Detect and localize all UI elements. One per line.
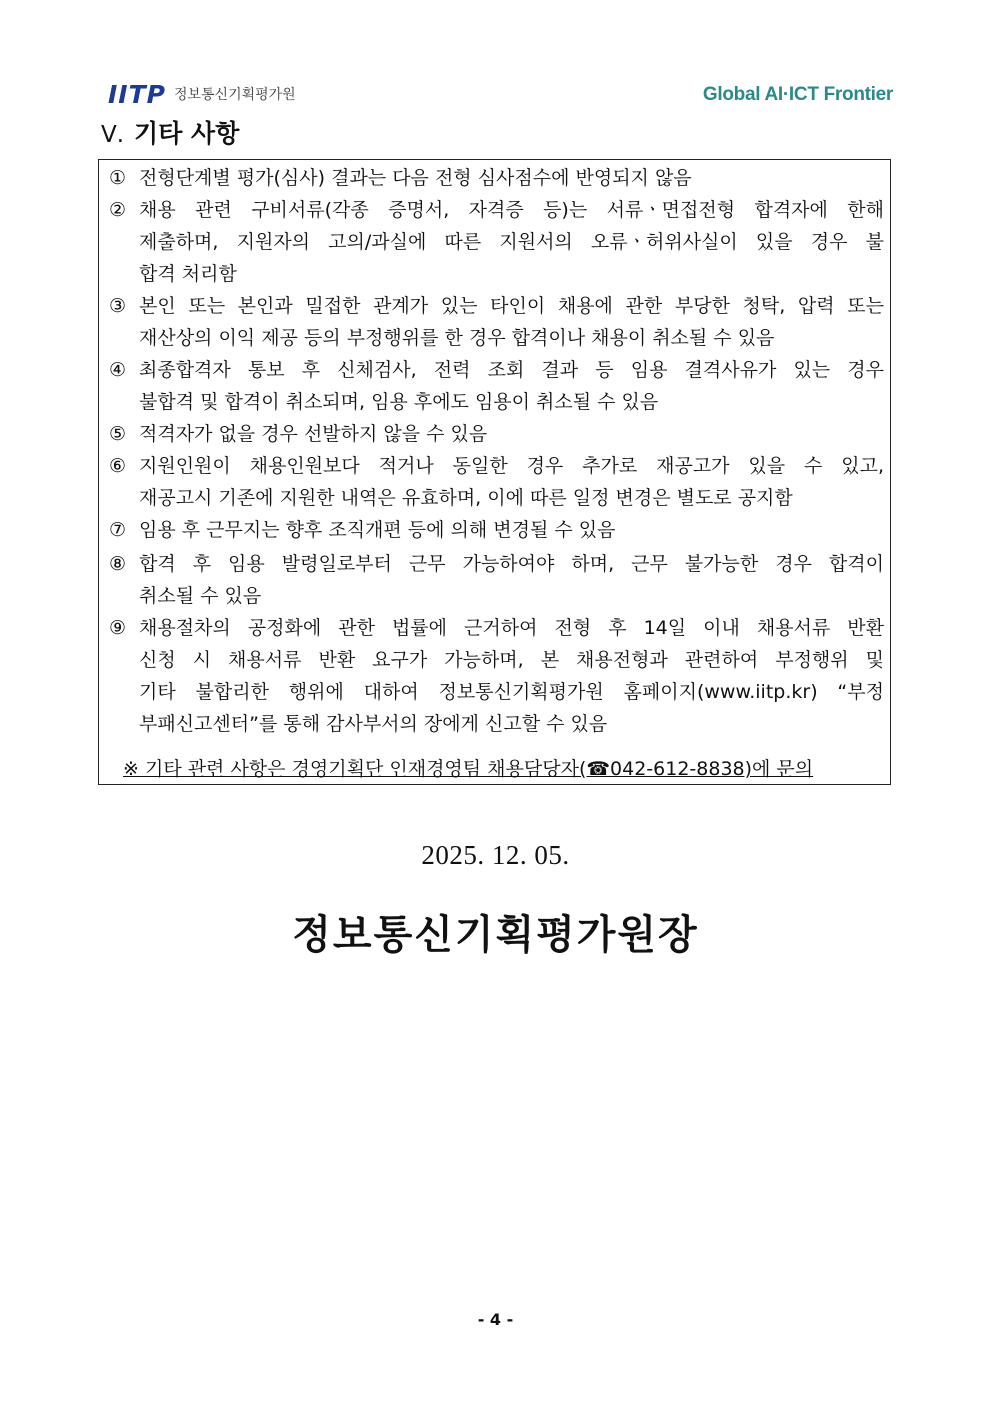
item-marker: ③ [109, 295, 127, 317]
item-line: 재공고시 기존에 지원한 내역은 유효하며, 이에 따른 일정 변경은 별도로 공지함 [139, 487, 793, 509]
item-line: ⑥ 지원인원이 채용인원보다 적거나 동일한 경우 추가로 재공고가 있을 수 있고, [109, 450, 884, 482]
logo-name: 정보통신기획평가원 [173, 87, 296, 103]
item-line: ② 채용 관련 구비서류(각종 증명서, 자격증 등)는 서류ㆍ면접전형 합격자에 한해 [109, 194, 884, 226]
list-item [109, 354, 884, 418]
item-marker: ⑦ [109, 519, 127, 541]
section-heading: 기타 사항 [134, 119, 240, 148]
list-item [109, 418, 884, 450]
item-line: ⑤ 적격자가 없을 경우 선발하지 않을 수 있음 [109, 418, 884, 450]
list-item [109, 548, 884, 612]
contact-note: ※ 기타 관련 사항은 경영기획단 인재경영팀 채용담당자(☎042-612-8838)에 문의 [123, 758, 814, 780]
item-line: ⑦ 임용 후 근무지는 향후 조직개편 등에 의해 변경될 수 있음 [109, 514, 884, 546]
item-line: 불합격 및 합격이 취소되며, 임용 후에도 임용이 취소될 수 있음 [139, 391, 659, 413]
section-number: Ⅴ. [101, 122, 125, 148]
item-marker: ② [109, 199, 127, 221]
section-title [101, 114, 239, 150]
item-line: 부패신고센터”를 통해 감사부서의 장에게 신고할 수 있음 [139, 713, 608, 735]
page-header [108, 80, 893, 112]
list-item [109, 612, 884, 740]
item-marker: ⑥ [109, 455, 127, 477]
item-line: ⑧ 합격 후 임용 발령일로부터 근무 가능하여야 하며, 근무 불가능한 경우 합격이 [109, 548, 884, 580]
logo-mark: IITP [108, 80, 166, 109]
list-item [109, 194, 884, 290]
list-item [109, 290, 884, 354]
item-line: ① 전형단계별 평가(심사) 결과는 다음 전형 심사점수에 반영되지 않음 [109, 162, 884, 194]
item-line: 신청 시 채용서류 반환 요구가 가능하며, 본 채용전형과 관련하여 부정행위 및 [139, 649, 884, 671]
iitp-logo [108, 80, 296, 110]
item-line: ⑨ 채용절차의 공정화에 관한 법률에 근거하여 전형 후 14일 이내 채용서류 반환 [109, 612, 884, 644]
slogan: Global AI·ICT Frontier [702, 84, 893, 105]
item-line: ④ 최종합격자 통보 후 신체검사, 전력 조회 결과 등 임용 결격사유가 있는 경우 [109, 354, 884, 386]
issuer-signature: 정보통신기획평가원장 [292, 912, 699, 958]
item-marker: ① [109, 167, 127, 189]
item-line: 취소될 수 있음 [139, 585, 262, 607]
notice-box [98, 159, 891, 785]
item-line: 합격 처리함 [139, 263, 237, 285]
item-line: 재산상의 이익 제공 등의 부정행위를 한 경우 합격이나 채용이 취소될 수 있음 [139, 327, 775, 349]
item-marker: ⑤ [109, 423, 127, 445]
announcement-date: 2025. 12. 05. [421, 840, 570, 870]
list-item [109, 450, 884, 514]
list-item [109, 162, 884, 194]
item-marker: ④ [109, 359, 127, 381]
item-line: 제출하며, 지원자의 고의/과실에 따른 지원서의 오류ㆍ허위사실이 있을 경우 불 [139, 231, 884, 253]
list-item [109, 514, 884, 546]
page-number: - 4 - [477, 1310, 514, 1329]
item-marker: ⑧ [109, 553, 127, 575]
item-line: 기타 불합리한 행위에 대하여 정보통신기획평가원 홈페이지(www.iitp.kr) “부정 [139, 681, 884, 703]
item-line: ③ 본인 또는 본인과 밀접한 관계가 있는 타인이 채용에 관한 부당한 청탁, 압력 또는 [109, 290, 884, 322]
item-marker: ⑨ [109, 617, 127, 639]
